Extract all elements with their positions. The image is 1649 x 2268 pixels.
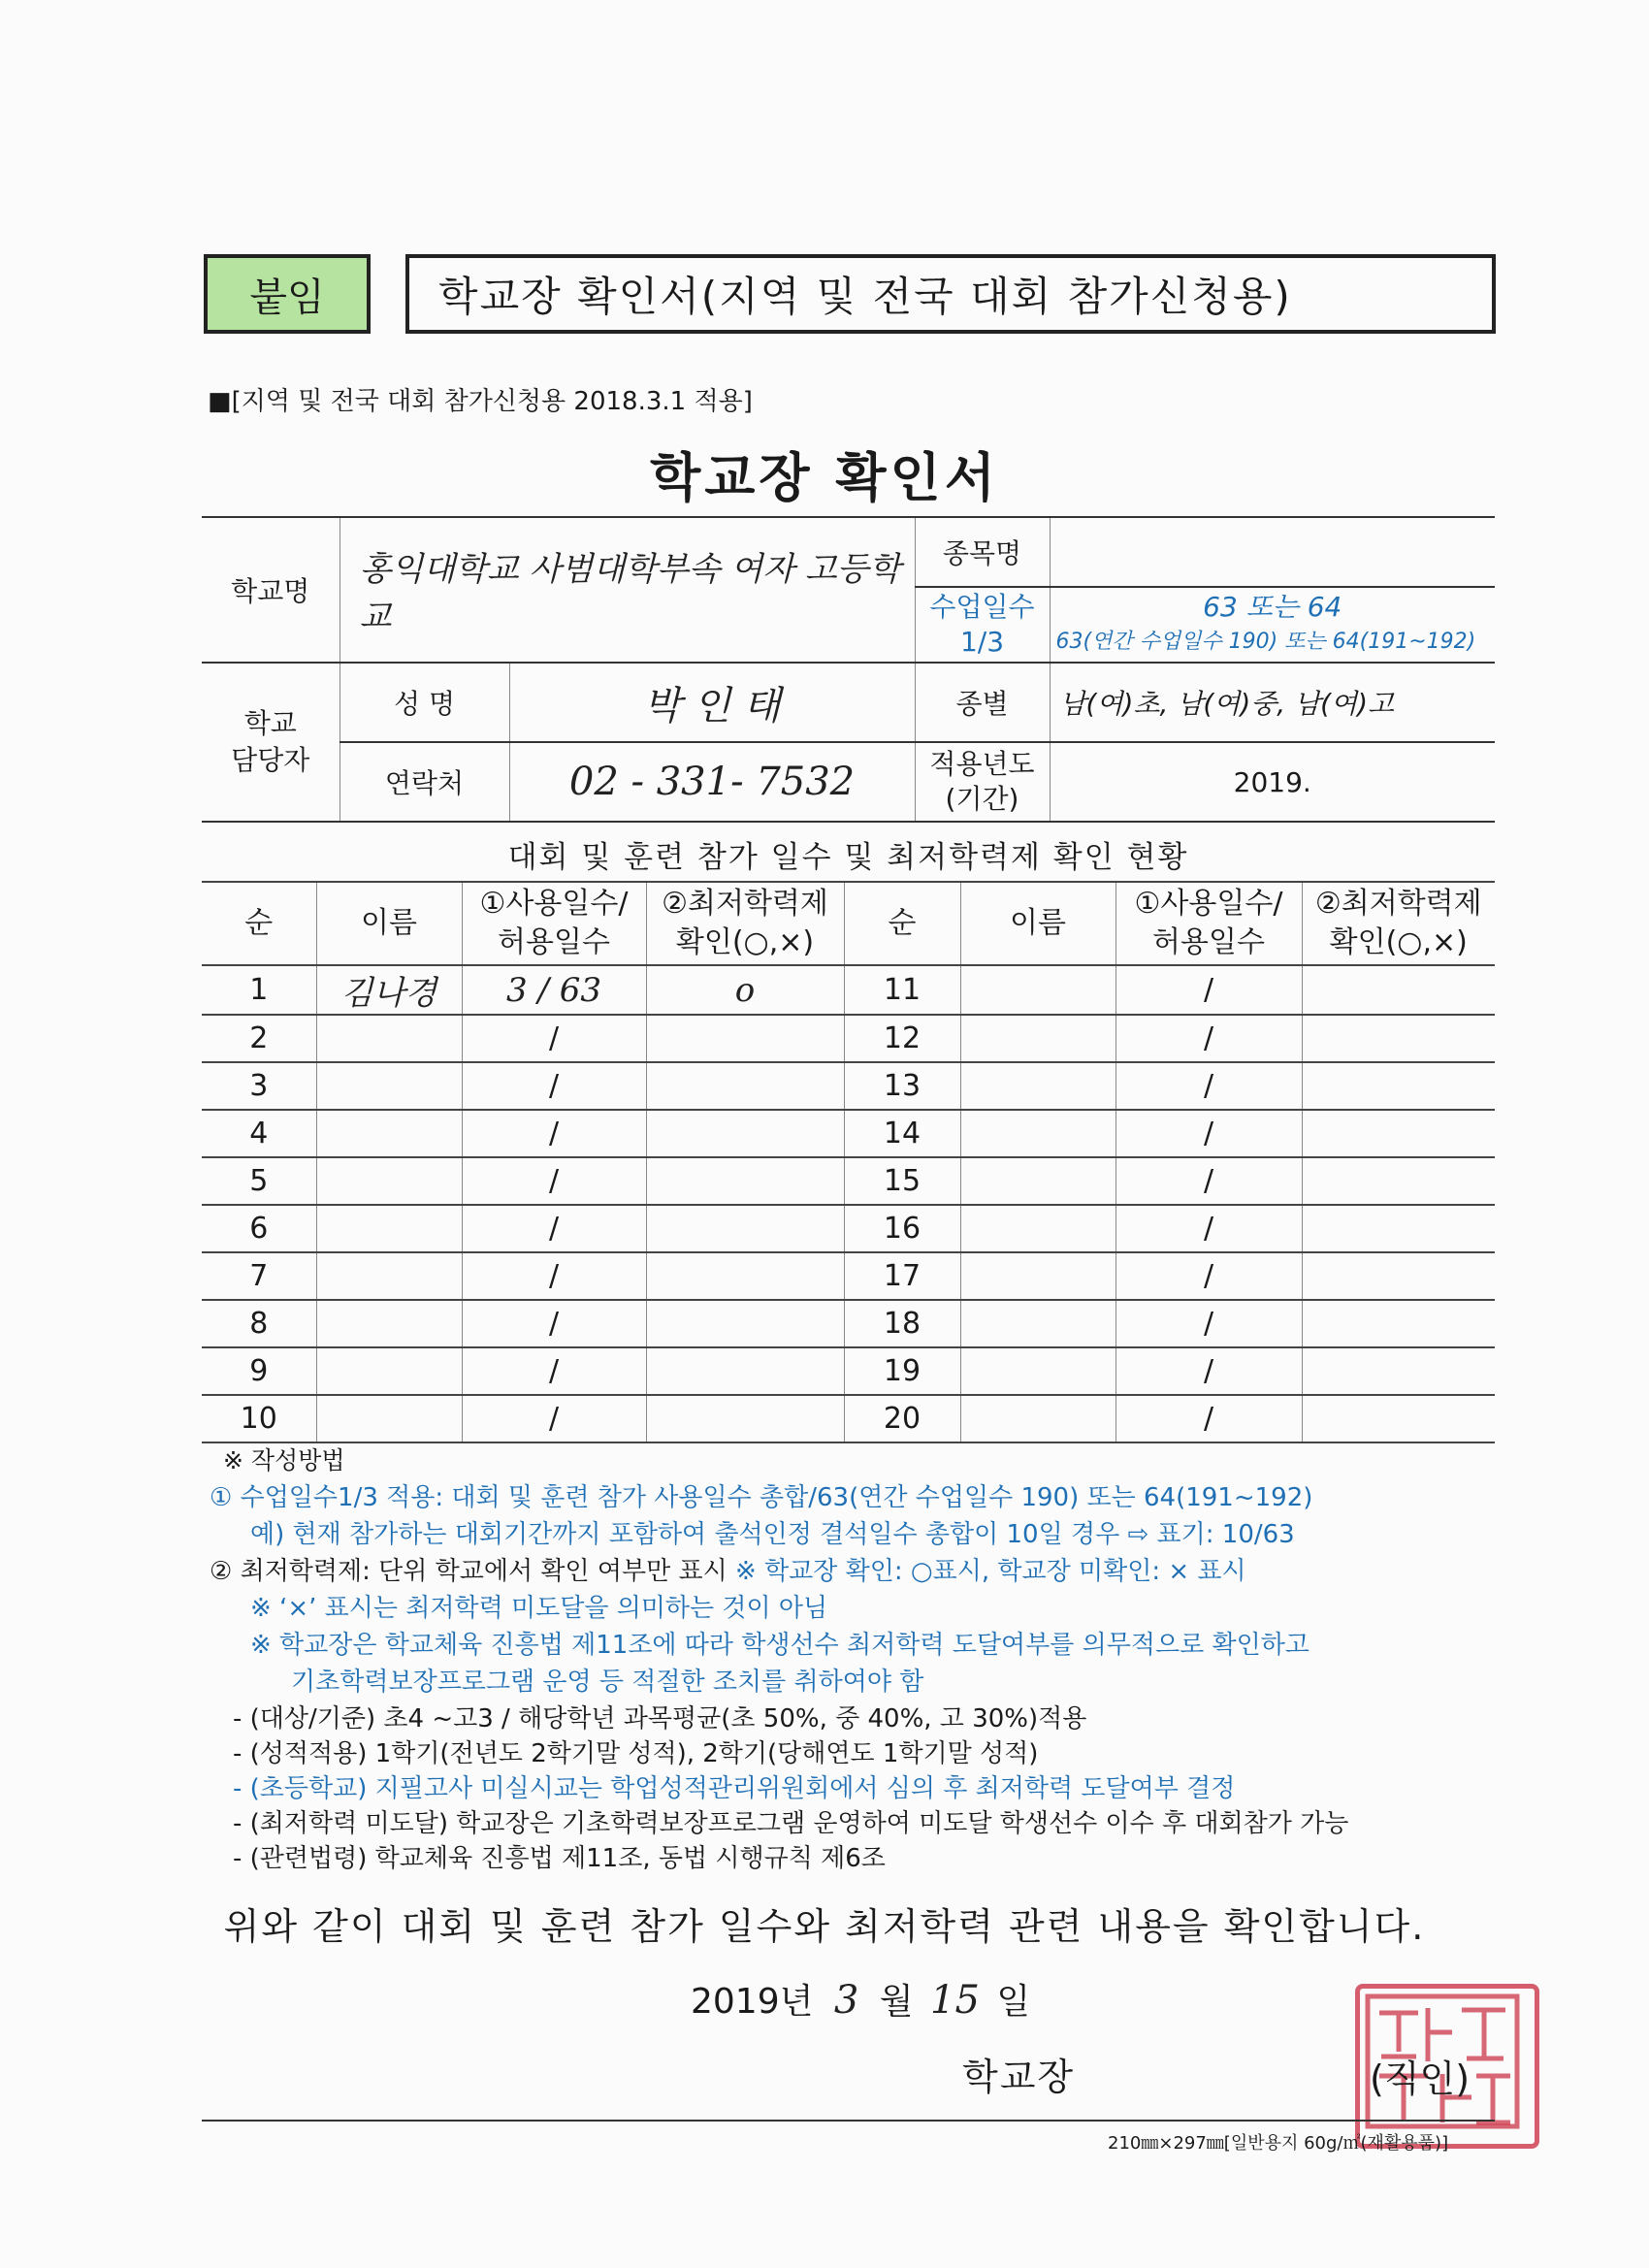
seal-label: (직인) [1370,2057,1471,2100]
date-day-label: 일 [996,1982,1031,2022]
section-title: 대회 및 훈련 참가 일수 및 최저학력제 확인 현황 [507,840,1189,875]
row-name [316,1110,462,1157]
row-days: / [462,1252,646,1300]
row-name-2 [960,1347,1116,1395]
row-check [646,1205,844,1252]
row-no-2: 16 [844,1205,960,1252]
row-check [646,1110,844,1157]
row-no: 7 [202,1252,316,1300]
detail-1: - (대상/기준) 초4 ~고3 / 해당학년 과목평균(초 50%, 중 40%, 고 30%)적용 [233,1704,1087,1733]
row-no: 9 [202,1347,316,1395]
row-days: / [462,1395,646,1442]
row-name-2 [960,1205,1116,1252]
table-row [202,1300,1495,1347]
row-name-2 [960,1300,1116,1347]
row-no: 1 [202,965,316,1015]
notes-heading: ※ 작성방법 [223,1446,345,1474]
days-value-line2: 63(연간 수업일수 190) 또는 64(191~192) [1055,630,1476,654]
days-label-line2: 1/3 [959,626,1005,658]
table-row [202,1347,1495,1395]
row-no: 10 [202,1395,316,1442]
row-check-2 [1302,1110,1495,1157]
row-name [316,1347,462,1395]
year-value: 2019. [1050,742,1495,822]
note-1-num: ① [210,1483,233,1512]
row-check-2 [1302,1157,1495,1205]
row-days: / [462,1110,646,1157]
name-value: 박 인 태 [509,663,915,742]
row-no-2: 12 [844,1015,960,1062]
row-no-2: 13 [844,1062,960,1110]
table-row [202,1157,1495,1205]
type-label: 종별 [915,663,1050,742]
note-4-line1: ※ 학교장은 학교체육 진흥법 제11조에 따라 학생선수 최저학력 도달여부를 의무적으로 확인하고 [250,1631,1310,1660]
row-days-2: / [1116,1062,1302,1110]
col-name: 이름 [316,882,462,965]
row-no-2: 20 [844,1395,960,1442]
date-month-label: 월 [879,1982,914,2022]
col-no: 순 [202,882,316,965]
subtitle: ■[지역 및 전국 대회 참가신청용 2018.3.1 적용] [208,387,753,416]
row-days-2: / [1116,1347,1302,1395]
row-no: 2 [202,1015,316,1062]
row-no: 4 [202,1110,316,1157]
row-days-2: / [1116,965,1302,1015]
row-check [646,1347,844,1395]
row-days: / [462,1015,646,1062]
col-days-line2: 허용일수 [498,925,610,959]
row-no-2: 14 [844,1110,960,1157]
row-name-2 [960,1015,1116,1062]
date-day: 15 [930,1978,980,2023]
table-row [202,1395,1495,1442]
note-3: ※ ‘×’ 표시는 최저학력 미도달을 의미하는 것이 아님 [250,1594,828,1623]
row-name [316,1395,462,1442]
note-2-num: ② [210,1557,233,1586]
year-label-line1: 적용년도 [929,748,1035,780]
days-label-line1: 수업일수 [929,591,1035,623]
confirm-text: 위와 같이 대회 및 훈련 참가 일수와 최저학력 관련 내용을 확인합니다. [223,1905,1426,1948]
row-days-2: / [1116,1110,1302,1157]
row-name-2 [960,1157,1116,1205]
col-days [462,882,646,965]
bottom-divider [202,2120,1495,2122]
row-days: / [462,1205,646,1252]
phone-label: 연락처 [340,742,509,822]
col-name-2: 이름 [960,882,1116,965]
date-month: 3 [833,1978,859,2023]
row-check [646,1252,844,1300]
paper-spec: 210㎜×297㎜[일반용지 60g/㎡(재활용품)] [1108,2133,1449,2154]
col-days-2-line2: 허용일수 [1152,925,1265,959]
col-check-2-line2: 확인(○,×) [1329,925,1468,959]
row-name [316,1300,462,1347]
name-label: 성 명 [340,663,509,742]
col-check-2 [1302,882,1495,965]
note-1 [210,1479,1312,1516]
col-days-2-line1: ①사용일수/ [1134,887,1283,921]
row-check [646,1015,844,1062]
col-no-2: 순 [844,882,960,965]
row-days: / [462,1300,646,1347]
row-check-2 [1302,1395,1495,1442]
row-name-2 [960,1395,1116,1442]
row-check [646,1300,844,1347]
roster-header [202,882,1495,965]
note-2-text: 최저학력제: 단위 학교에서 확인 여부만 표시 [240,1557,728,1586]
roster-table [202,881,1495,1443]
row-no-2: 18 [844,1300,960,1347]
date [691,1974,1030,2024]
year-label-line2: (기간) [945,783,1019,815]
note-2-marks: ※ 학교장 확인: ○표시, 학교장 미확인: × 표시 [735,1557,1246,1586]
attachment-badge: 붙임 [204,254,371,334]
phone-value: 02 - 331- 7532 [509,742,915,822]
row-days-2: / [1116,1015,1302,1062]
detail-5: - (관련법령) 학교체육 진흥법 제11조, 동법 시행규칙 제6조 [233,1844,886,1873]
school-label: 학교명 [202,517,340,663]
row-name: 김나경 [316,965,462,1015]
row-check-2 [1302,1205,1495,1252]
note-4-line2: 기초학력보장프로그램 운영 등 적절한 조치를 취하여야 함 [291,1668,924,1697]
row-name [316,1205,462,1252]
detail-4: - (최저학력 미도달) 학교장은 기초학력보장프로그램 운영하여 미도달 학생선수 이수 후 대회참가 가능 [233,1809,1349,1838]
col-check-2-line1: ②최저학력제 [1314,887,1482,921]
detail-3: - (초등학교) 지필고사 미실시교는 학업성적관리위원회에서 심의 후 최저학력 도달여부 결정 [233,1774,1236,1803]
row-name [316,1062,462,1110]
table-row [202,1062,1495,1110]
row-check-2 [1302,1300,1495,1347]
table-row [202,1015,1495,1062]
col-days-2 [1116,882,1302,965]
row-check [646,1157,844,1205]
row-name-2 [960,965,1116,1015]
row-check-2 [1302,965,1495,1015]
note-1-example: 예) 현재 참가하는 대회기간까지 포함하여 출석인정 결석일수 총합이 10일 경우 ⇨ 표기: 10/63 [250,1520,1295,1549]
date-year: 2019년 [691,1982,814,2022]
row-check-2 [1302,1062,1495,1110]
row-days: / [462,1062,646,1110]
principal-label: 학교장 [962,2056,1076,2098]
row-no: 3 [202,1062,316,1110]
table-row [202,1252,1495,1300]
info-table [202,516,1495,823]
row-check-2 [1302,1347,1495,1395]
col-check-line2: 확인(○,×) [675,925,815,959]
table-row [202,1110,1495,1157]
days-value [1050,587,1495,663]
row-days: / [462,1157,646,1205]
detail-2: - (성적적용) 1학기(전년도 2학기말 성적), 2학기(당해연도 1학기말 성적) [233,1739,1039,1768]
col-days-line1: ①사용일수/ [479,887,629,921]
row-name-2 [960,1062,1116,1110]
days-value-line1: 63 또는 64 [1203,591,1342,623]
contact-label-line2: 담당자 [231,744,310,776]
row-no-2: 17 [844,1252,960,1300]
table-row [202,1205,1495,1252]
row-no: 8 [202,1300,316,1347]
row-check-2 [1302,1015,1495,1062]
event-label: 종목명 [915,517,1050,587]
row-days-2: / [1116,1395,1302,1442]
contact-label [202,663,340,822]
note-1-text: 수업일수1/3 적용: 대회 및 훈련 참가 사용일수 총합/63(연간 수업일수 190) 또는 64(191~192) [240,1483,1313,1512]
row-days: / [462,1347,646,1395]
note-2 [210,1553,1246,1590]
table-row [202,965,1495,1015]
school-value: 홍익대학교 사범대학부속 여자 고등학교 [340,517,915,663]
page-title: 학교장 확인서 [650,447,999,508]
row-name-2 [960,1110,1116,1157]
event-value [1050,517,1495,587]
row-check [646,1062,844,1110]
row-days-2: / [1116,1252,1302,1300]
row-name-2 [960,1252,1116,1300]
header-title: 학교장 확인서(지역 및 전국 대회 참가신청용) [405,254,1496,334]
row-no-2: 11 [844,965,960,1015]
row-no-2: 19 [844,1347,960,1395]
col-check [646,882,844,965]
row-name [316,1015,462,1062]
row-days-2: / [1116,1157,1302,1205]
col-check-line1: ②최저학력제 [662,887,828,921]
row-no: 5 [202,1157,316,1205]
row-no: 6 [202,1205,316,1252]
year-label [915,742,1050,822]
row-check [646,1395,844,1442]
row-check-2 [1302,1252,1495,1300]
contact-label-line1: 학교 [243,707,297,739]
row-name [316,1252,462,1300]
row-days: 3 / 63 [462,965,646,1015]
days-label [915,587,1050,663]
row-name [316,1157,462,1205]
row-days-2: / [1116,1205,1302,1252]
row-days-2: / [1116,1300,1302,1347]
row-no-2: 15 [844,1157,960,1205]
row-check: o [646,965,844,1015]
type-value: 남(여)초, 남(여)중, 남(여)고 [1050,663,1495,742]
